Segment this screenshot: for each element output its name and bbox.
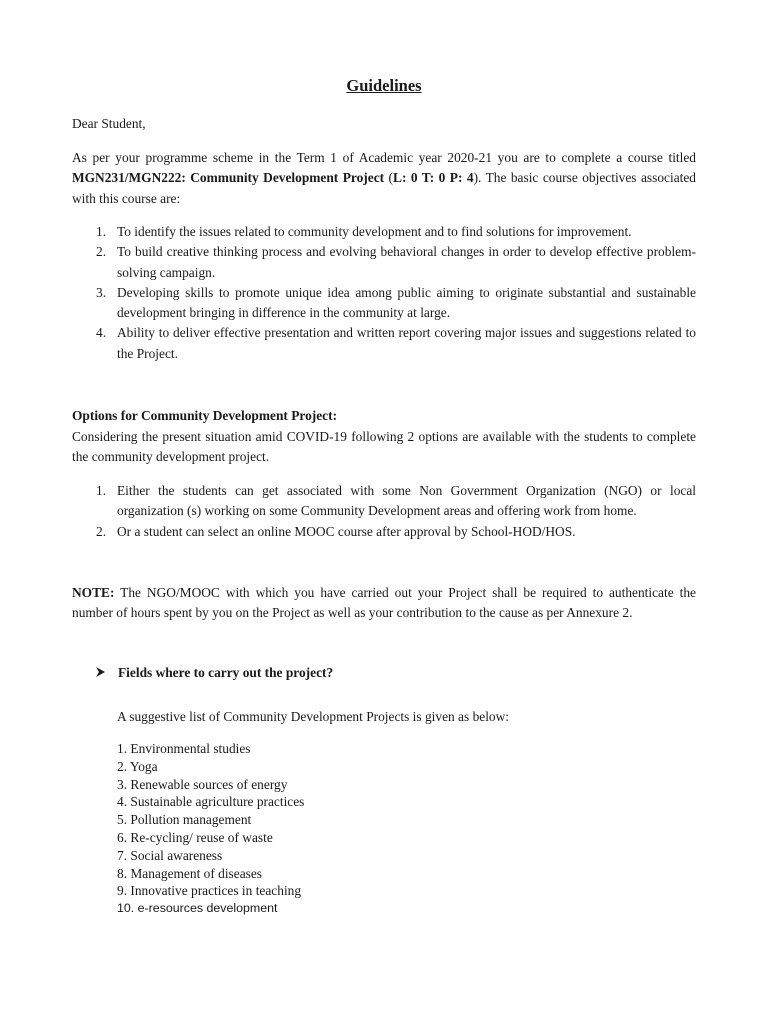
ltp-credits: L: 0 T: 0 P: 4: [393, 170, 474, 186]
salutation: Dear Student,: [72, 116, 146, 131]
list-number: 2.: [96, 523, 107, 539]
objectives-list: [72, 222, 696, 364]
note-paragraph: [72, 583, 696, 624]
list-number: 4.: [96, 325, 107, 341]
list-item: [72, 481, 696, 522]
list-item: [72, 323, 696, 364]
list-item: 8. Management of diseases: [117, 865, 263, 881]
list-number: 1.: [96, 224, 107, 239]
list-text: Ability to deliver effective presentation and written report covering major issues and suggestions related to the Project.: [117, 325, 696, 361]
list-item: 10. e-resources development: [117, 901, 278, 916]
list-number: 1.: [96, 483, 107, 498]
options-paragraph: Considering the present situation amid COVID-19 following 2 options are available with the students to complete the community development project.: [72, 429, 696, 465]
list-item: 3. Renewable sources of energy: [117, 776, 288, 792]
intro-text-1: As per your programme scheme in the Term 1 of Academic year 2020-21 you are to complete a course titled: [72, 150, 696, 165]
list-item: 4. Sustainable agriculture practices: [117, 794, 305, 810]
options-heading: Options for Community Development Project:: [72, 408, 338, 423]
list-item: 7. Social awareness: [117, 847, 223, 863]
intro-text-3: ). The basic course objectives associated with this course are:: [72, 170, 697, 206]
list-text: Developing skills to promote unique idea among public aiming to originate substantial and sustainable development bringing in difference in the community at large.: [117, 284, 696, 321]
arrowhead-bullet-icon: [96, 667, 118, 680]
course-code-title: MGN231/MGN222: Community Development Project: [72, 170, 385, 186]
list-text: Either the students can get associated with some Non Government Organization (NGO) or local organization (s) working on some Community Development areas and offering work from home.: [117, 483, 696, 519]
fields-heading: [96, 665, 333, 681]
fields-heading-text: Fields where to carry out the project?: [118, 665, 334, 680]
fields-intro: A suggestive list of Community Development Projects is given as below:: [117, 709, 510, 724]
list-item: 9. Innovative practices in teaching: [117, 883, 302, 899]
list-item: 2. Yoga: [117, 758, 158, 774]
list-text: To build creative thinking process and evolving behavioral changes in order to develop effective problem-solving campaign.: [117, 244, 696, 280]
note-text: The NGO/MOOC with which you have carried out your Project shall be required to authenticate the number of hours spent by you on the Project as well as your contribution to the cause as per Annexure 2.: [72, 585, 696, 621]
list-item: 6. Re-cycling/ reuse of waste: [117, 829, 273, 845]
list-number: 2.: [96, 244, 107, 260]
list-number: 3.: [96, 284, 107, 300]
list-item: [72, 242, 696, 283]
project-list: [117, 740, 617, 918]
options-list: [72, 481, 696, 542]
list-item: 1. Environmental studies: [117, 741, 251, 756]
intro-paragraph: [72, 148, 696, 209]
list-item: 5. Pollution management: [117, 812, 252, 828]
list-text: To identify the issues related to community development and to find solutions for improvement.: [117, 224, 632, 239]
note-label: NOTE:: [72, 585, 115, 600]
intro-text-2: (: [384, 170, 394, 186]
list-item: [72, 222, 696, 242]
list-item: [72, 522, 696, 542]
list-item: [72, 283, 696, 324]
page-title: Guidelines: [346, 76, 422, 95]
list-text: Or a student can select an online MOOC course after approval by School-HOD/HOS.: [117, 523, 576, 539]
